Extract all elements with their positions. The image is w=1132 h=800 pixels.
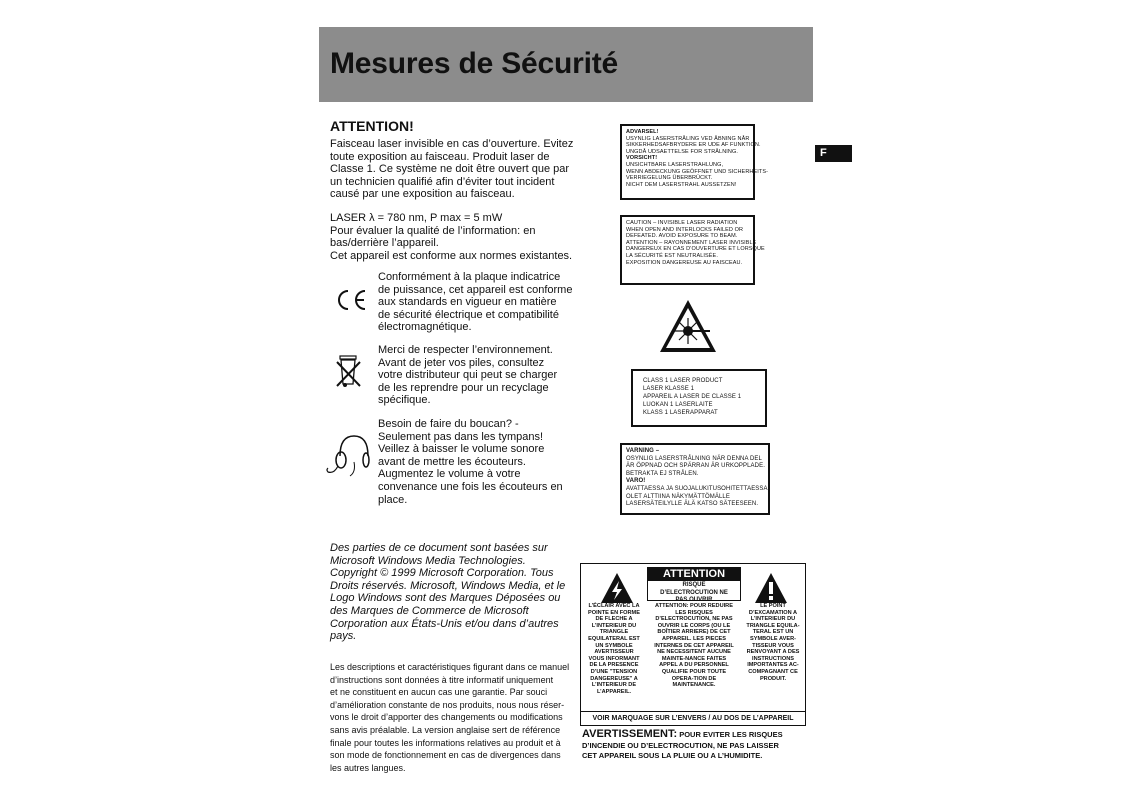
text-line: APPAREIL. LES PIECES xyxy=(662,635,726,642)
text-line: LE POINT xyxy=(760,603,786,609)
text-line: aux standards en vigueur en matière xyxy=(378,296,557,309)
label-line: VARNING – xyxy=(626,448,660,454)
text-line: Veillez à baisser le volume sonore xyxy=(378,443,545,456)
text-line: DE LA PRESENCE xyxy=(589,662,639,669)
text-line: Augmentez le volume à votre xyxy=(378,468,521,481)
label-line: BETRAKTA EJ STRÅLEN. xyxy=(626,470,699,477)
text-line: Besoin de faire du boucan? - xyxy=(378,418,519,430)
text-line: RENVOYANT A DES xyxy=(746,649,800,656)
label-line: WENN ABDECKUNG GEÖFFNET UND SICHERHEITS- xyxy=(626,168,769,175)
text-line: Droits réservés. Microsoft, Windows Media, et le xyxy=(330,579,566,592)
text-line: Conformément à la plaque indicatrice xyxy=(378,271,561,283)
text-line: Les descriptions et caractéristiques figurant dans ce manuel xyxy=(330,662,570,672)
text-line: BOÎTIER ARRIERE) DE CET xyxy=(657,629,731,636)
text-line: MAINTENANCE. xyxy=(672,682,716,689)
text-line: des Marques de Commerce de Microsoft xyxy=(330,604,529,617)
text-line: LES RISQUES xyxy=(675,609,713,616)
ce-note-text xyxy=(378,271,572,334)
text-line: OUVRIR LE CORPS (OU LE xyxy=(657,622,731,629)
laser-spec-text xyxy=(330,212,572,262)
text-line: POINTE EN FORME xyxy=(588,609,640,616)
text-line: vons le droit d’apporter des changements ou modifications xyxy=(330,712,563,723)
text-line: TRIANGLE EQUILA- xyxy=(746,622,800,629)
text-line: Pour évaluer la qualité de l’information: en xyxy=(330,224,536,237)
text-line: convenance une fois les écouteurs en xyxy=(378,480,563,493)
text-line: APPEL A DU PERSONNEL xyxy=(659,662,729,669)
text-line: votre distributeur qui peut se charger xyxy=(378,369,558,382)
avertissement-lead: AVERTISSEMENT: xyxy=(582,728,678,740)
text-line: et ne constituent en aucun cas une garantie. Par souci xyxy=(330,687,548,698)
env-note-text xyxy=(378,344,557,407)
text-line: APPAREIL A LASER DE CLASSE 1 xyxy=(643,394,742,400)
lightning-triangle-icon xyxy=(600,572,634,604)
text-line: KLASS 1 LASERAPPARAT xyxy=(643,410,718,416)
label-line: WHEN OPEN AND INTERLOCKS FAILED OR xyxy=(626,226,744,233)
text-line: L’INTERIEUR DE xyxy=(591,682,637,689)
text-line: toute exposition au faisceau. Produit laser de xyxy=(330,150,550,163)
text-line: EQUILATERAL EST xyxy=(588,635,640,642)
label-line: AVATTAESSA JA SUOJALUKITUSOHITETTAESSA xyxy=(626,485,768,492)
text-line: les autres langues. xyxy=(330,762,406,773)
copyright-text xyxy=(330,542,565,643)
text-line: MAINTE-NANCE FAITES xyxy=(661,655,727,662)
label-line: LA SÉCURITÉ EST NEUTRALISÉE. xyxy=(626,252,718,259)
label-line: USYNLIG LASERSTRÅLING VED ÅBNING NÅR xyxy=(626,135,750,142)
text-line: sans avis préalable. La version anglaise sert de référence xyxy=(330,724,561,735)
label-advarsel xyxy=(620,124,769,200)
label-line: VARO! xyxy=(626,478,646,485)
text-line: QUALIFIE POUR TOUTE xyxy=(661,668,727,675)
label-caution xyxy=(620,215,765,285)
text-line: INTERNES DE CET APPAREIL xyxy=(654,642,734,649)
shock-middle-text xyxy=(645,603,743,689)
label-varning xyxy=(620,443,770,515)
text-line: un technicien qualifié afin d’éviter tout incident xyxy=(330,175,555,188)
label-line: UNGDÅ UDSAETTELSE FOR STRÅLNING. xyxy=(626,148,738,155)
text-line: TERAL EST UN xyxy=(752,629,794,636)
page-header xyxy=(319,27,813,102)
label-line: VERRIEGELUNG ÜBERBRÜCKT. xyxy=(626,175,713,182)
text-line: Microsoft Windows Media Technologies. xyxy=(330,554,526,567)
text-line: d’instructions sont données à titre informatif uniquement xyxy=(330,674,554,685)
text-line: L’ÉCLAIR AVEC LA xyxy=(588,603,640,609)
text-line: de puissance, cet appareil est conforme xyxy=(378,283,573,296)
shock-right-text xyxy=(741,603,805,682)
text-line: TRIANGLE xyxy=(599,629,629,636)
text-line: causé par une exposition au faisceau. xyxy=(330,188,515,201)
headphone-note-text xyxy=(378,418,563,506)
text-line: UN SYMBOLE xyxy=(595,642,633,649)
label-line: OSYNLIG LASERSTRÅLNING NÄR DENNA DEL xyxy=(626,455,762,462)
text-line: OPERA-TION DE xyxy=(671,675,717,682)
label-line: DEFEATED. AVOID EXPOSURE TO BEAM. xyxy=(626,233,738,240)
text-line: électromagnétique. xyxy=(378,321,472,334)
shock-footer: VOIR MARQUAGE SUR L’ENVERS / AU DOS DE L’APPAREIL xyxy=(581,711,805,725)
text-line: L’INTERIEUR DU xyxy=(750,616,796,623)
ce-mark-icon xyxy=(334,288,368,312)
text-line: LUOKAN 1 LASERLAITE xyxy=(643,402,713,408)
label-line: LASERSÄTEILYLLE ÄLÄ KATSO SÄTEESEEN. xyxy=(626,501,759,508)
text-line: Merci de respecter l’environnement. xyxy=(378,344,553,356)
label-line: ATTENTION – RAYONNEMENT LASER INVISIBLE xyxy=(626,239,757,246)
avertissement-lines xyxy=(582,741,810,762)
label-line: CAUTION – INVISIBLE LASER RADIATION xyxy=(626,220,738,226)
shock-title-box xyxy=(647,567,741,604)
text-line: DANGEREUSE" A xyxy=(590,675,638,682)
text-line: Copyright © 1999 Microsoft Corporation. Tous xyxy=(330,567,554,580)
text-line: Classe 1. Ce système ne doit être ouvert que par xyxy=(330,163,570,176)
text-line: bas/derrière l’appareil. xyxy=(330,237,439,250)
label-line: ÄR ÖPPNAD OCH SPÄRRAN ÄR URKOPPLADE. xyxy=(626,463,765,470)
text-line: VOUS INFORMANT xyxy=(588,655,640,662)
avertissement-text xyxy=(582,729,810,762)
shock-left-text xyxy=(583,603,645,695)
text-line: D’INCENDIE OU D’ELECTROCUTION, NE PAS LAISSER xyxy=(582,740,779,750)
laser-hazard-icon xyxy=(658,298,718,354)
text-line: de sécurité électrique et compatibilité xyxy=(378,308,559,321)
text-line: finale pour toutes les informations relatives au produit et à xyxy=(330,737,561,748)
text-line: PRODUIT. xyxy=(759,675,787,682)
text-line: son mode de fonctionnement en cas de divergences dans xyxy=(330,750,561,761)
attention-heading: ATTENTION! xyxy=(330,118,414,134)
avertissement-rest: POUR EVITER LES RISQUES xyxy=(677,730,783,739)
label-class-1 xyxy=(631,369,767,427)
text-line: DE FLECHE A xyxy=(595,616,633,623)
text-line: Corporation aux États-Unis et/ou dans d’autres xyxy=(330,617,559,630)
page-title: Mesures de Sécurité xyxy=(330,47,618,80)
label-line: SIKKERHEDSAFBRYDERE ER UDE AF FUNKTION. xyxy=(626,142,761,149)
text-line: L’APPAREIL. xyxy=(596,688,632,695)
label-line: EXPOSITION DANGEREUSE AU FAISCEAU. xyxy=(626,259,743,266)
text-line: SYMBOLE AVER- xyxy=(750,635,796,642)
text-line: TISSEUR VOUS xyxy=(752,642,794,649)
text-line: Avant de jeter vos piles, consultez xyxy=(378,356,545,369)
crossed-bin-icon xyxy=(336,352,362,388)
label-line: UNSICHTBARE LASERSTRAHLUNG, xyxy=(626,161,724,168)
text-line: Des parties de ce document sont basées sur xyxy=(330,542,548,554)
text-line: LASER λ = 780 nm, P max = 5 mW xyxy=(330,212,503,224)
text-line: d’amélioration constante de nos produits, nous nous réser- xyxy=(330,699,565,710)
language-tab: F xyxy=(815,145,852,162)
label-line: DANGEREUX EN CAS D’OUVERTURE ET LORSQUE xyxy=(626,246,765,253)
text-line: avant de mettre les écouteurs. xyxy=(378,455,526,468)
text-line: CET APPAREIL SOUS LA PLUIE OU A L’HUMIDITE. xyxy=(582,751,763,760)
text-line: COMPAGNANT CE xyxy=(748,668,798,675)
label-line: NICHT DEM LASERSTRAHL AUSSETZEN! xyxy=(626,181,737,188)
text-line: AVERTISSEUR xyxy=(594,649,634,656)
label-line: OLET ALTTIINA NÄKYMÄTTÖMÄLLE xyxy=(626,493,730,500)
text-line: D’UNE "TENSION xyxy=(590,668,638,675)
label-line: VORSICHT! xyxy=(626,155,658,162)
text-line: place. xyxy=(378,493,408,506)
shock-subtitle: RISQUE D’ELECTROCUTION NE PAS OUVRIR xyxy=(660,582,728,604)
text-line: INSTRUCTIONS xyxy=(752,655,794,662)
attention-text xyxy=(330,138,573,201)
text-line: IMPORTANTES AC- xyxy=(747,662,799,669)
text-line: D’ELECTROCUTION, NE PAS xyxy=(655,616,733,623)
text-line: de les reprendre pour un recyclage xyxy=(378,381,549,394)
headphones-icon xyxy=(326,432,370,480)
text-line: D’EXCAMATION A xyxy=(748,609,798,616)
text-line: Cet appareil est conforme aux normes existantes. xyxy=(330,249,573,262)
shock-hazard-label xyxy=(580,563,806,726)
text-line: LASER KLASSE 1 xyxy=(643,386,695,392)
exclamation-triangle-icon xyxy=(754,572,788,604)
text-line: spécifique. xyxy=(378,394,431,407)
text-line: CLASS 1 LASER PRODUCT xyxy=(643,378,723,384)
disclaimer-text xyxy=(330,661,569,774)
text-line: pays. xyxy=(330,630,357,643)
text-line: ATTENTION: POUR REDUIRE xyxy=(655,603,733,609)
text-line: NE NECESSITENT AUCUNE xyxy=(657,649,731,656)
text-line: Seulement pas dans les tympans! xyxy=(378,430,544,443)
text-line: Faisceau laser invisible en cas d’ouverture. Evitez xyxy=(330,138,574,150)
text-line: Logo Windows sont des Marques Déposées ou xyxy=(330,592,561,605)
shock-title: ATTENTION xyxy=(648,568,740,581)
text-line: L’INTERIEUR DU xyxy=(591,622,637,629)
label-line: ADVARSEL! xyxy=(626,129,659,135)
